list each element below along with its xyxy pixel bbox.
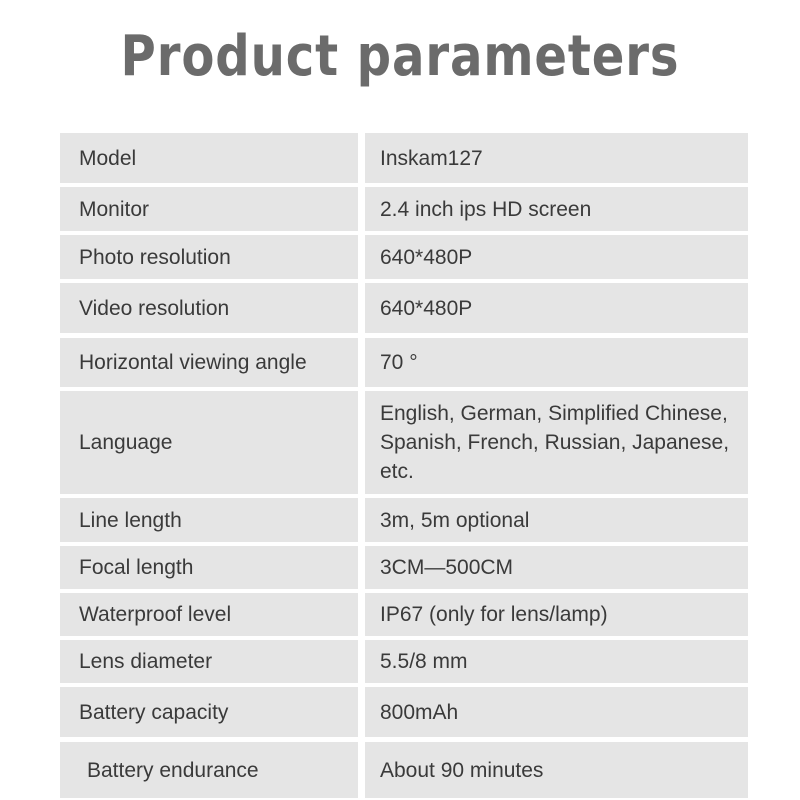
row-label: Photo resolution (60, 235, 358, 279)
row-value: 640*480P (365, 235, 748, 279)
row-value: 5.5/8 mm (365, 640, 748, 683)
table-row (60, 338, 748, 387)
row-value: About 90 minutes (365, 742, 748, 798)
table-row (60, 391, 748, 494)
row-label: Model (60, 133, 358, 183)
row-value: 3CM—500CM (365, 546, 748, 589)
row-label: Focal length (60, 546, 358, 589)
row-label: Line length (60, 498, 358, 542)
row-label: Lens diameter (60, 640, 358, 683)
table-row (60, 133, 748, 183)
row-label: Language (60, 391, 358, 494)
row-label: Monitor (60, 187, 358, 231)
row-label: Horizontal viewing angle (60, 338, 358, 387)
table-row (60, 498, 748, 542)
table-row (60, 187, 748, 231)
row-label: Waterproof level (60, 593, 358, 636)
row-value: 70 ° (365, 338, 748, 387)
row-value: 800mAh (365, 687, 748, 737)
row-value: 640*480P (365, 283, 748, 333)
page-title: Product parameters (120, 24, 680, 89)
row-label: Video resolution (60, 283, 358, 333)
table-row (60, 283, 748, 333)
row-value: 3m, 5m optional (365, 498, 748, 542)
row-label: Battery endurance (60, 742, 358, 798)
table-row (60, 546, 748, 589)
row-label: Battery capacity (60, 687, 358, 737)
row-value: Inskam127 (365, 133, 748, 183)
table-row (60, 235, 748, 279)
table-row (60, 687, 748, 737)
row-value: English, German, Simplified Chinese, Spanish, French, Russian, Japanese, etc. (365, 391, 748, 494)
row-value: IP67 (only for lens/lamp) (365, 593, 748, 636)
table-row (60, 742, 748, 798)
row-value: 2.4 inch ips HD screen (365, 187, 748, 231)
table-row (60, 593, 748, 636)
table-row (60, 640, 748, 683)
